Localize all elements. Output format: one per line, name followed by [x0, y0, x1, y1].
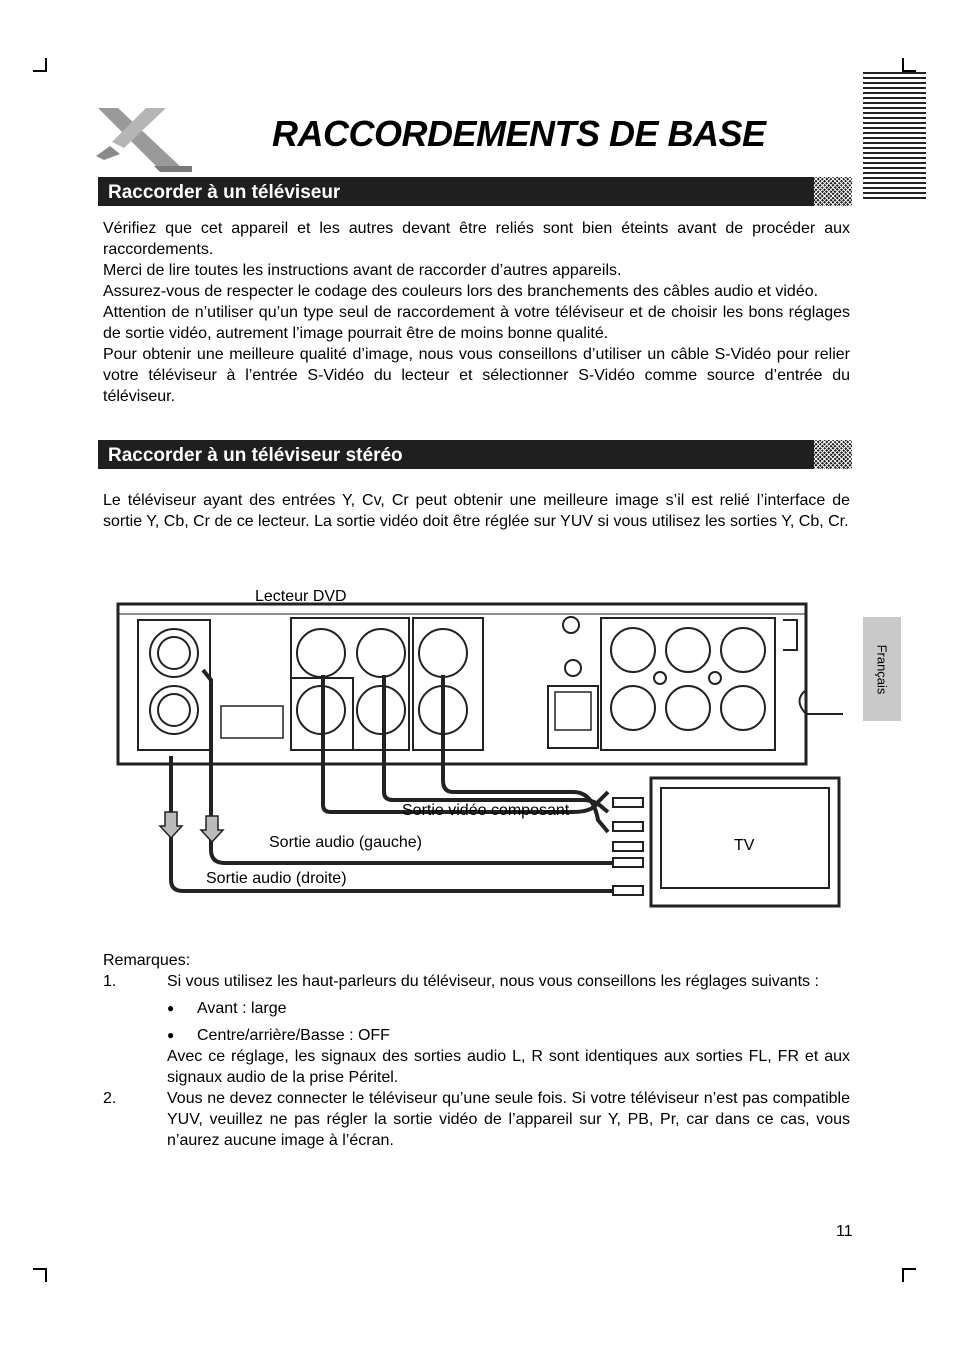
- audio-right-label: Sortie audio (droite): [206, 870, 347, 887]
- remark-number: 2.: [103, 1090, 117, 1107]
- connection-diagram-drawing: [103, 580, 853, 915]
- paragraph: Merci de lire toutes les instructions avant de raccorder d’autres appareils.: [103, 262, 622, 279]
- brand-logo-x-icon: [94, 104, 194, 174]
- section-heading-bar: [98, 177, 852, 206]
- paragraph: Vérifiez que cet appareil et les autres devant être reliés sont bien éteints avant de procéder aux raccordements.: [103, 220, 850, 258]
- heading-pattern: [814, 177, 852, 206]
- paragraph: Pour obtenir une meilleure qualité d’image, nous vous conseillons d’utiliser un câble S-Vidéo pour relier votre téléviseur à l’entrée S-Vidéo du lecteur et sélectionner S-Vidéo comme source d’entrée du téléviseur.: [103, 346, 850, 405]
- paragraph: Assurez-vous de respecter le codage des couleurs lors des branchements des câbles audio et vidéo.: [103, 283, 819, 300]
- remark-text: Vous ne devez connecter le téléviseur qu’une seule fois. Si votre téléviseur n’est pas compatible YUV, veuillez ne pas régler la sortie vidéo de l’appareil sur Y, PB, Pr, car dans ce cas, vous n’aurez aucune image à l’écran.: [167, 1090, 850, 1149]
- crop-mark-bottom-left: [33, 1268, 47, 1282]
- language-tab-label: Français: [874, 644, 890, 694]
- dvd-player-label: Lecteur DVD: [255, 588, 347, 605]
- component-output-label: Sortie vidéo composant: [402, 802, 570, 819]
- crop-mark-bottom-right: [902, 1268, 916, 1282]
- tv-label: TV: [734, 837, 755, 854]
- decorative-stripes: [863, 72, 926, 199]
- remark-bullet: ● Avant : large: [167, 998, 850, 1019]
- section-heading-bar: [98, 440, 852, 469]
- remark-number: 1.: [103, 973, 117, 990]
- paragraph: Attention de n’utiliser qu’un type seul de raccordement à votre téléviseur et de choisir les bons réglages de sortie vidéo, autrement l’image pourrait être de moins bonne qualité.: [103, 304, 850, 342]
- crop-mark-top-right: [902, 58, 916, 72]
- connection-diagram: [103, 580, 853, 915]
- crop-mark-top-left: [33, 58, 47, 72]
- page-title: RACCORDEMENTS DE BASE: [272, 113, 766, 154]
- stereo-text: [103, 490, 850, 532]
- remark-text: Si vous utilisez les haut-parleurs du téléviseur, nous vous conseillons les réglages suivants :: [167, 973, 819, 990]
- language-tab: [863, 617, 901, 721]
- remark-bullet: ● Centre/arrière/Basse : OFF: [167, 1025, 850, 1046]
- paragraph: Le téléviseur ayant des entrées Y, Cv, Cr peut obtenir une meilleure image s’il est relié l’interface de sortie Y, Cb, Cr de ce lecteur. La sortie vidéo doit être réglée sur YUV si vous utilisez les sorties Y, Cb, Cr.: [103, 492, 850, 530]
- section-heading: Raccorder à un téléviseur stéréo: [108, 445, 403, 466]
- dvd-back-panel: [118, 604, 806, 764]
- hdmi-port: [221, 706, 283, 738]
- page-number: 11: [836, 1223, 853, 1240]
- intro-text: [103, 218, 850, 407]
- remark-text-after: Avec ce réglage, les signaux des sorties audio L, R sont identiques aux sorties FL, FR et aux signaux audio de la prise Péritel.: [167, 1048, 850, 1086]
- section-heading: Raccorder à un téléviseur: [108, 182, 341, 203]
- heading-pattern: [814, 440, 852, 469]
- remark-item: [103, 971, 850, 1088]
- remarks-title: Remarques:: [103, 952, 191, 969]
- remarks-section: [103, 950, 850, 1151]
- audio-left-label: Sortie audio (gauche): [269, 834, 422, 851]
- remark-item: [103, 1088, 850, 1151]
